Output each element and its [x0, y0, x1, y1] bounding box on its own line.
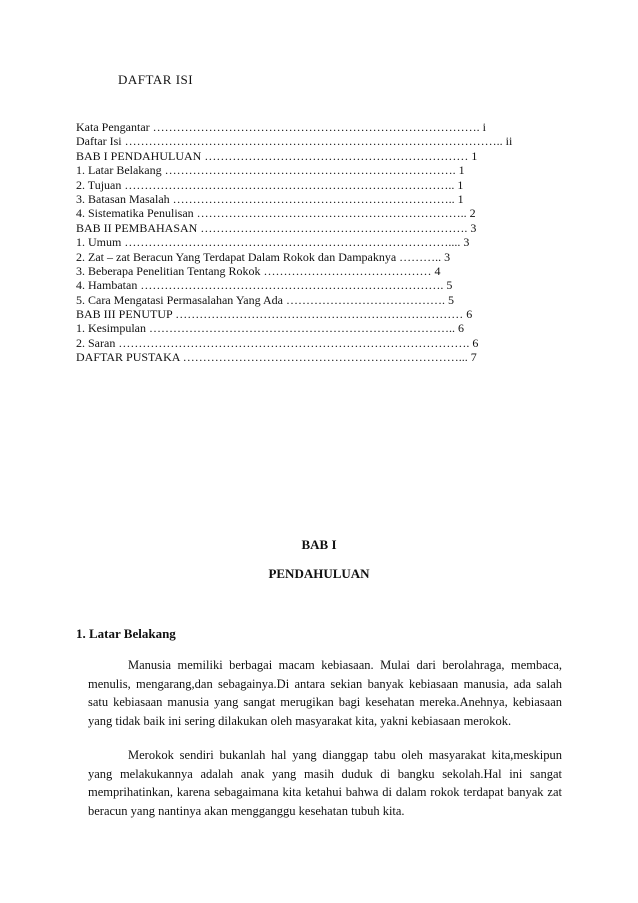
toc-entry: 1. Umum ……………………………………………………………………….... 3 — [76, 235, 470, 250]
toc-entry: BAB I PENDAHULUAN ………………………………………………………… 1 — [76, 148, 478, 163]
toc-entry: BAB III PENUTUP ……………………………………………………………… 6 — [76, 307, 473, 322]
chapter-number: BAB I — [301, 537, 337, 552]
toc-entry: 1. Kesimpulan ………………………………………………………………….. 6 — [76, 321, 464, 336]
toc-entry: 2. Tujuan ……………………………………………………………………….. 1 — [76, 177, 464, 192]
section-title: 1. Latar Belakang — [76, 626, 176, 641]
toc-title: DAFTAR ISI — [118, 72, 194, 87]
toc-entry: 3. Beberapa Penelitian Tentang Rokok …………………………………… 4 — [76, 263, 441, 278]
toc-entry: Kata Pengantar ………………………………………………………………………. i — [76, 120, 486, 134]
body-paragraph: Manusia memiliki berbagai macam kebiasaan. Mulai dari berolahraga, membaca, menulis, mengarang,dan sebagainya.Di antara sekian banyak kebiasaan manusia, ada salah satu kebiasaan manusia yang sangat merugikan bagi kesehatan mereka.Anehnya, kebiasaan yang tidak baik ini sering dilakukan oleh masyarakat kita, yakni kebiasaan merokok. — [88, 658, 562, 728]
toc-entry: 2. Saran ……………………………………………………………………………. 6 — [76, 335, 479, 350]
toc-entry: 3. Batasan Masalah …………………………………………………………….. 1 — [76, 191, 464, 206]
toc-entry: 1. Latar Belakang ………………………………………………………………. 1 — [76, 163, 465, 178]
toc-entry: BAB II PEMBAHASAN …………………………………………………………. 3 — [76, 220, 477, 235]
toc-entry: DAFTAR PUSTAKA ……………………………………………………………... 7 — [76, 350, 477, 365]
toc-entry: 5. Cara Mengatasi Permasalahan Yang Ada …………………………………. 5 — [76, 292, 454, 307]
table-of-contents — [76, 120, 516, 365]
body-paragraph: Merokok sendiri bukanlah hal yang dianggap tabu oleh masyarakat kita,meskipun yang melakukannya adalah anak yang masih duduk di bangku sekolah.Hal ini sangat memprihatinkan, karena sebagaimana kita ketahui bahwa di dalam rokok terdapat banyak zat beracun yang nantinya akan mengganggu kesehatan tubuh kita. — [88, 748, 562, 818]
toc-entry: Daftar Isi ………………………………………………………………………………….. ii — [76, 134, 513, 149]
toc-entry: 2. Zat – zat Beracun Yang Terdapat Dalam Rokok dan Dampaknya ……….. 3 — [76, 249, 451, 264]
chapter-title: PENDAHULUAN — [268, 566, 370, 581]
toc-entry: 4. Hambatan …………………………………………………………………. 5 — [76, 278, 453, 293]
toc-entry: 4. Sistematika Penulisan ………………………………………………………….. 2 — [76, 206, 476, 221]
